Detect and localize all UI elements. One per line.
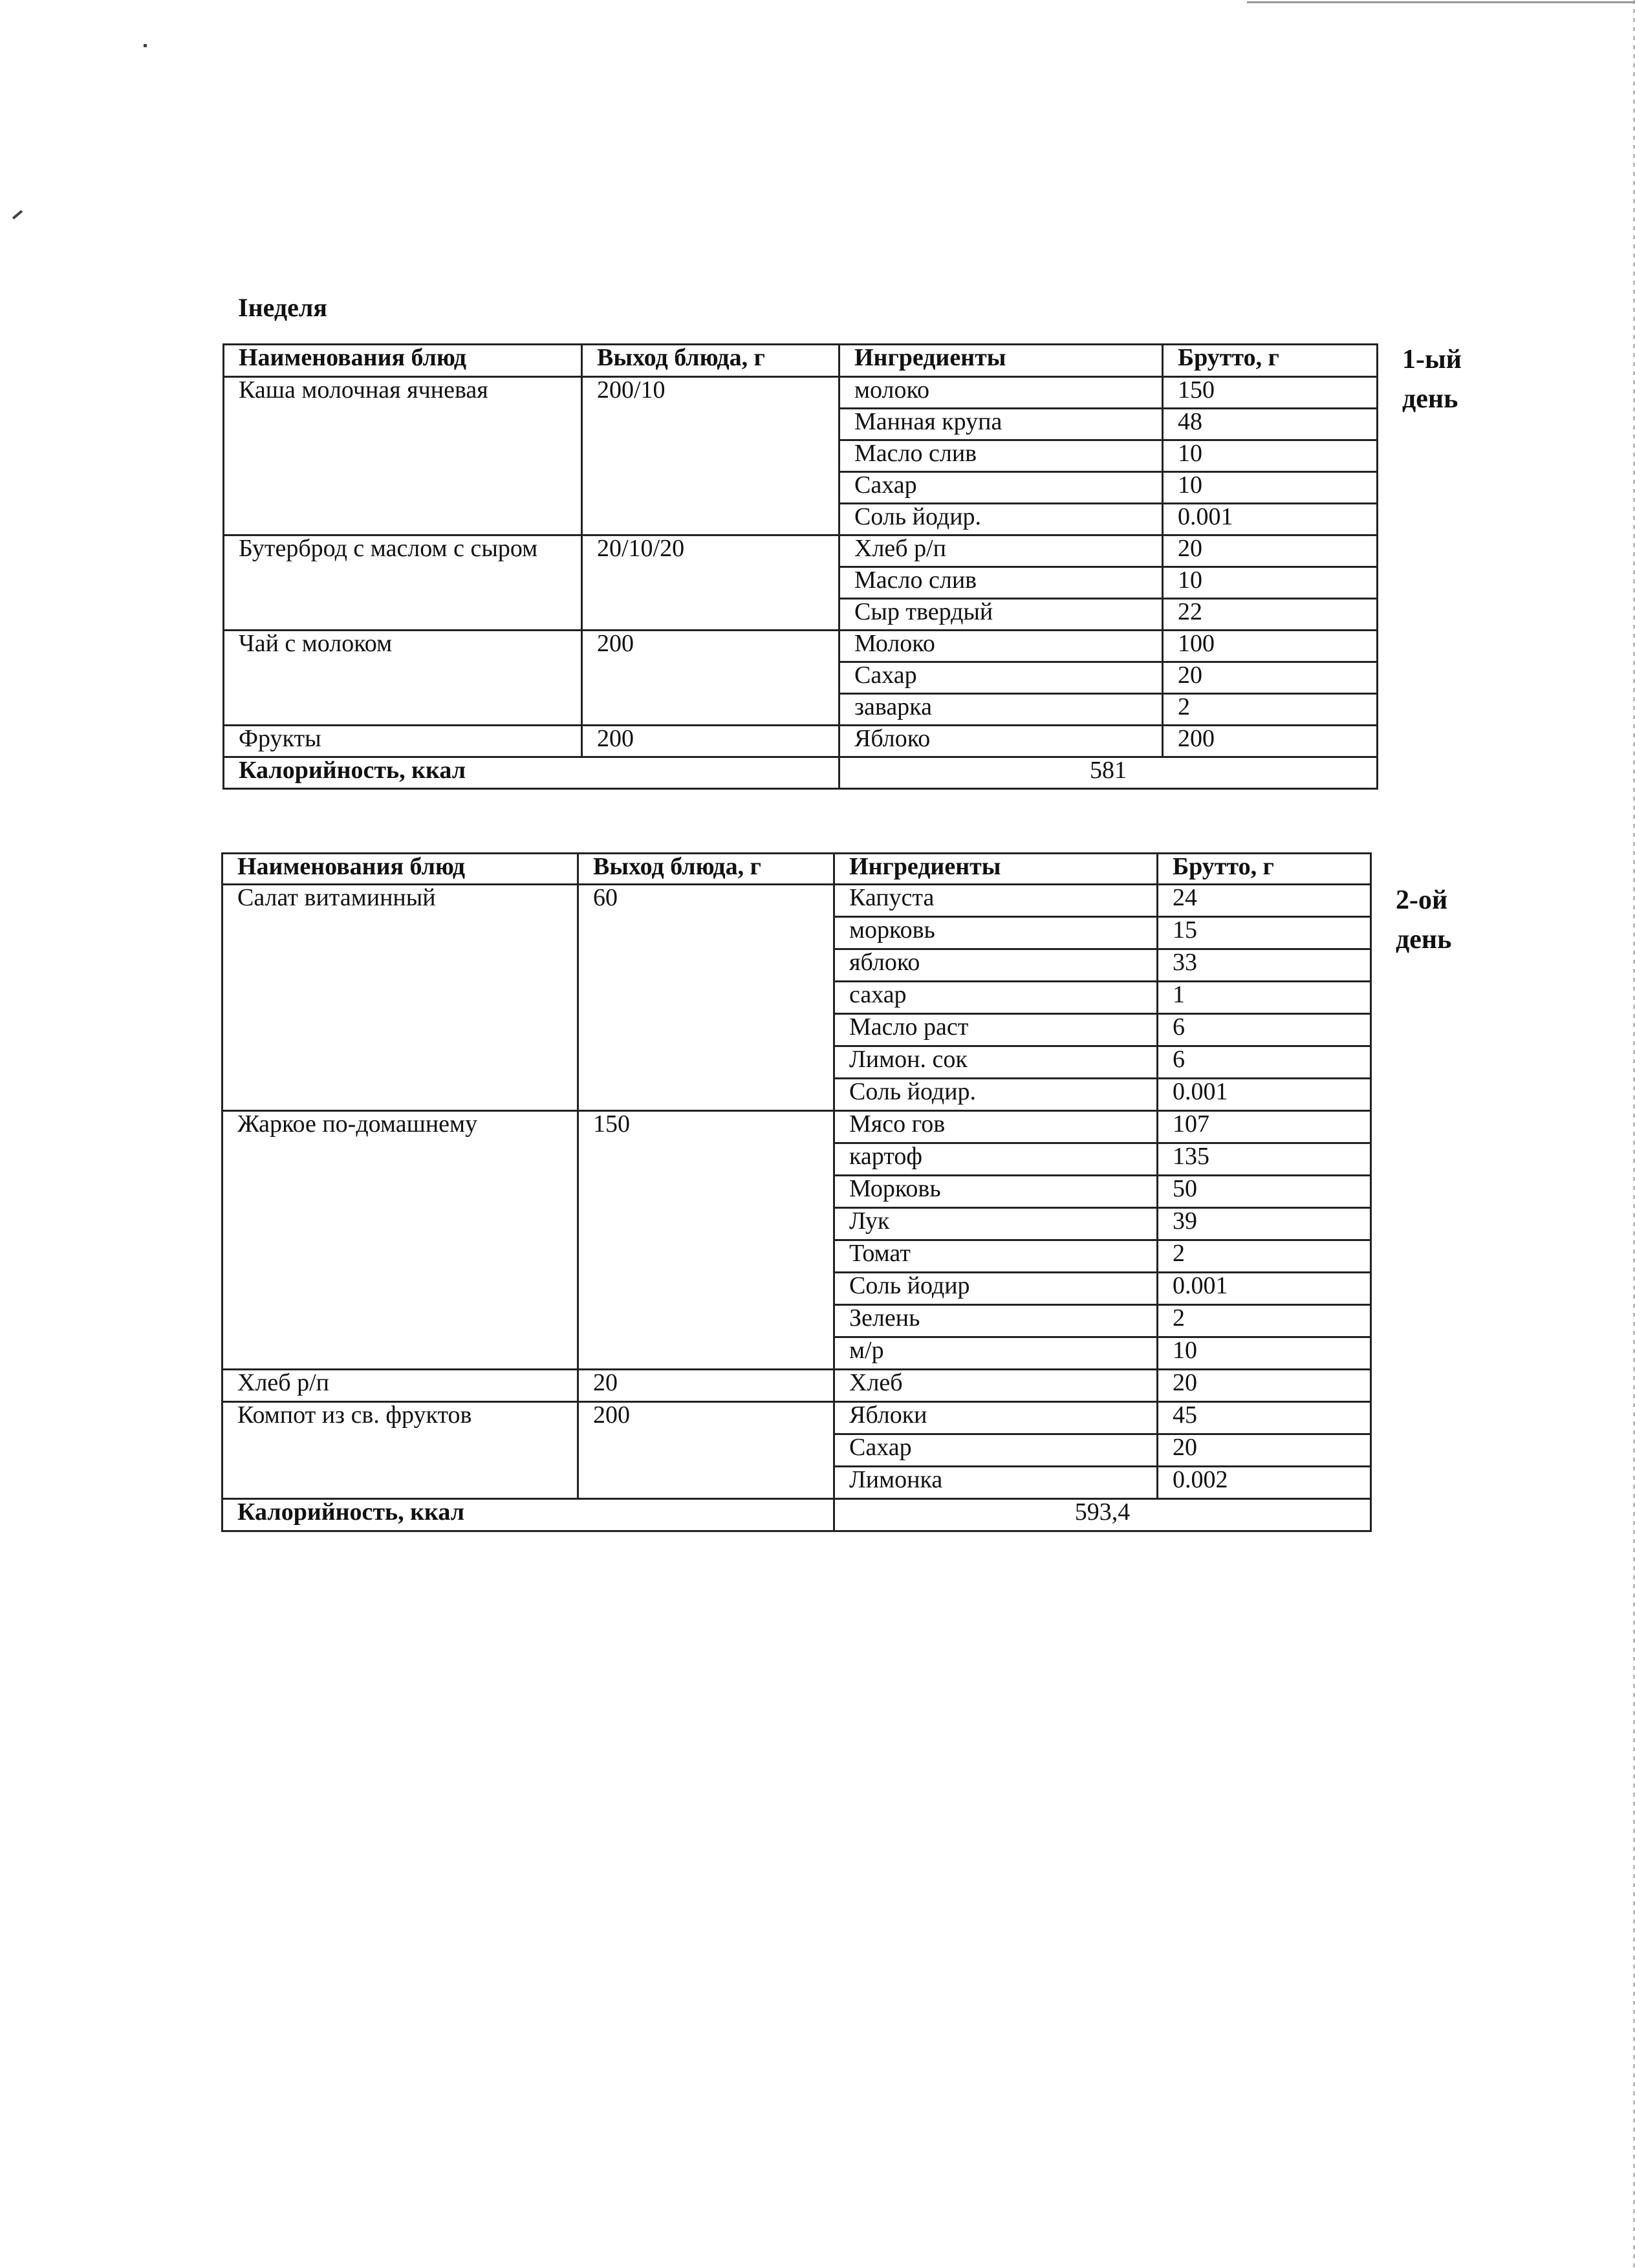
ingredient-cell: Хлеб — [834, 1370, 1158, 1402]
ingredient-cell: Сахар — [834, 1434, 1158, 1467]
dish-yield-cell: 150 — [578, 1111, 834, 1370]
day-label-number: 2-ой — [1396, 885, 1448, 915]
gross-weight-cell: 0.001 — [1158, 1079, 1371, 1111]
dish-yield-cell: 200 — [582, 726, 839, 757]
gross-weight-cell: 0.001 — [1158, 1273, 1371, 1305]
header-ingredients: Ингредиенты — [839, 345, 1163, 377]
gross-weight-cell: 200 — [1163, 726, 1378, 757]
ingredient-cell: Зелень — [834, 1305, 1158, 1337]
table-header-row — [222, 854, 1371, 885]
header-yield: Выход блюда, г — [582, 345, 839, 377]
gross-weight-cell: 39 — [1158, 1208, 1371, 1240]
table-header-row — [224, 345, 1378, 377]
ingredient-cell: Лимонка — [834, 1467, 1158, 1499]
ingredient-cell: Хлеб р/п — [839, 535, 1163, 567]
ingredient-cell: заварка — [839, 694, 1163, 726]
table-row — [224, 535, 1378, 567]
header-yield: Выход блюда, г — [578, 854, 834, 885]
ingredient-cell: Масло слив — [839, 567, 1163, 599]
ingredient-cell: Манная крупа — [839, 409, 1163, 440]
scan-speck — [12, 210, 23, 220]
day-label-word: день — [1396, 924, 1452, 955]
dish-name-cell: Чай с молоком — [224, 631, 582, 726]
ingredient-cell: Соль йодир — [834, 1273, 1158, 1305]
ingredient-cell: Соль йодир. — [839, 504, 1163, 535]
menu-table-day-1 — [222, 343, 1378, 790]
ingredient-cell: Лук — [834, 1208, 1158, 1240]
gross-weight-cell: 2 — [1163, 694, 1378, 726]
dish-name-cell: Салат витаминный — [222, 885, 578, 1111]
gross-weight-cell: 15 — [1158, 917, 1371, 949]
ingredient-cell: Масло раст — [834, 1014, 1158, 1046]
gross-weight-cell: 10 — [1163, 567, 1378, 599]
dish-yield-cell: 200 — [578, 1402, 834, 1499]
gross-weight-cell: 100 — [1163, 631, 1378, 662]
ingredient-cell: морковь — [834, 917, 1158, 949]
table-body — [222, 885, 1371, 1531]
calorie-total-row — [224, 757, 1378, 789]
calorie-total-label: Калорийность, ккал — [224, 757, 839, 789]
gross-weight-cell: 1 — [1158, 982, 1371, 1014]
week-title: Iнеделя — [238, 293, 327, 322]
ingredient-cell: Яблоки — [834, 1402, 1158, 1434]
ingredient-cell: Томат — [834, 1240, 1158, 1273]
dish-yield-cell: 60 — [578, 885, 834, 1111]
gross-weight-cell: 10 — [1158, 1337, 1371, 1370]
dish-name-cell: Каша молочная ячневая — [224, 377, 582, 535]
gross-weight-cell: 33 — [1158, 949, 1371, 982]
ingredient-cell: Капуста — [834, 885, 1158, 917]
gross-weight-cell: 48 — [1163, 409, 1378, 440]
ingredient-cell: Мясо гов — [834, 1111, 1158, 1143]
ingredient-cell: яблоко — [834, 949, 1158, 982]
ingredient-cell: картоф — [834, 1143, 1158, 1176]
dish-yield-cell: 200/10 — [582, 377, 839, 535]
ingredient-cell: Сахар — [839, 662, 1163, 694]
ingredient-cell: Сыр твердый — [839, 599, 1163, 631]
dish-yield-cell: 20 — [578, 1370, 834, 1402]
gross-weight-cell: 45 — [1158, 1402, 1371, 1434]
ingredient-cell: Яблоко — [839, 726, 1163, 757]
gross-weight-cell: 22 — [1163, 599, 1378, 631]
gross-weight-cell: 10 — [1163, 472, 1378, 504]
header-dish: Наименования блюд — [222, 854, 578, 885]
dish-name-cell: Компот из св. фруктов — [222, 1402, 578, 1499]
day-label-1 — [1402, 340, 1462, 419]
table-row — [224, 377, 1378, 409]
gross-weight-cell: 20 — [1163, 535, 1378, 567]
table-row — [222, 1370, 1371, 1402]
ingredient-cell: Морковь — [834, 1176, 1158, 1208]
gross-weight-cell: 6 — [1158, 1046, 1371, 1079]
ingredient-cell: Молоко — [839, 631, 1163, 662]
table-row — [222, 885, 1371, 917]
gross-weight-cell: 24 — [1158, 885, 1371, 917]
table-row — [224, 726, 1378, 757]
ingredient-cell: Масло слив — [839, 440, 1163, 472]
dish-name-cell: Фрукты — [224, 726, 582, 757]
header-dish: Наименования блюд — [224, 345, 582, 377]
gross-weight-cell: 0.001 — [1163, 504, 1378, 535]
gross-weight-cell: 2 — [1158, 1305, 1371, 1337]
ingredient-cell: молоко — [839, 377, 1163, 409]
calorie-total-label: Калорийность, ккал — [222, 1499, 834, 1531]
gross-weight-cell: 0.002 — [1158, 1467, 1371, 1499]
ingredient-cell: сахар — [834, 982, 1158, 1014]
table-body — [224, 377, 1378, 789]
header-gross: Брутто, г — [1158, 854, 1371, 885]
ingredient-cell: м/р — [834, 1337, 1158, 1370]
gross-weight-cell: 150 — [1163, 377, 1378, 409]
gross-weight-cell: 6 — [1158, 1014, 1371, 1046]
gross-weight-cell: 135 — [1158, 1143, 1371, 1176]
ingredient-cell: Соль йодир. — [834, 1079, 1158, 1111]
dish-yield-cell: 200 — [582, 631, 839, 726]
calorie-total-value: 593,4 — [834, 1499, 1371, 1531]
day-label-2 — [1396, 881, 1451, 960]
menu-table-day-2 — [221, 852, 1372, 1532]
gross-weight-cell: 2 — [1158, 1240, 1371, 1273]
table-row — [222, 1402, 1371, 1434]
calorie-total-value: 581 — [839, 757, 1378, 789]
scan-speck — [144, 44, 147, 47]
gross-weight-cell: 10 — [1163, 440, 1378, 472]
dish-name-cell: Бутерброд с маслом с сыром — [224, 535, 582, 631]
header-ingredients: Ингредиенты — [834, 854, 1158, 885]
header-gross: Брутто, г — [1163, 345, 1378, 377]
ingredient-cell: Сахар — [839, 472, 1163, 504]
dish-name-cell: Жаркое по-домашнему — [222, 1111, 578, 1370]
dish-yield-cell: 20/10/20 — [582, 535, 839, 631]
table-row — [222, 1111, 1371, 1143]
gross-weight-cell: 20 — [1158, 1434, 1371, 1467]
gross-weight-cell: 50 — [1158, 1176, 1371, 1208]
ingredient-cell: Лимон. сок — [834, 1046, 1158, 1079]
calorie-total-row — [222, 1499, 1371, 1531]
day-label-number: 1-ый — [1402, 345, 1462, 374]
gross-weight-cell: 20 — [1158, 1370, 1371, 1402]
scan-top-rule — [1247, 1, 1635, 3]
table-row — [224, 631, 1378, 662]
dish-name-cell: Хлеб р/п — [222, 1370, 578, 1402]
day-label-word: день — [1402, 383, 1458, 414]
gross-weight-cell: 107 — [1158, 1111, 1371, 1143]
gross-weight-cell: 20 — [1163, 662, 1378, 694]
